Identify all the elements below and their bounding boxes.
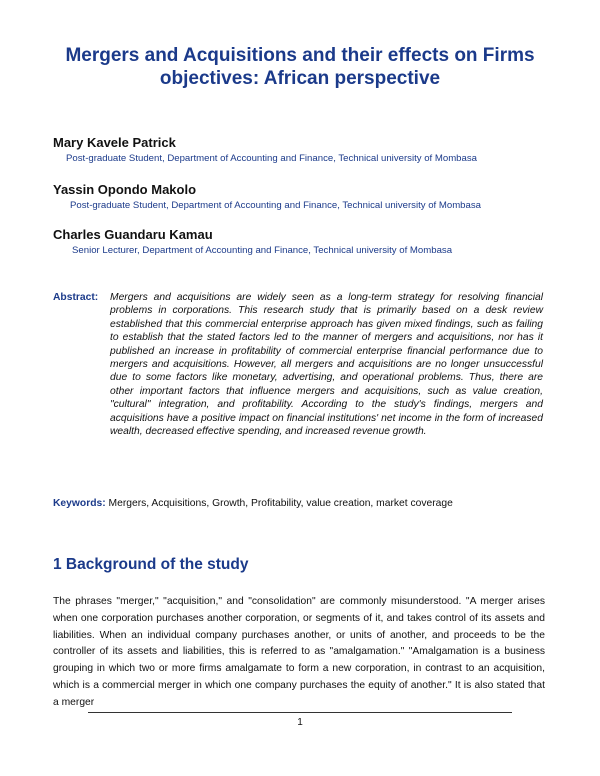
abstract-text: Mergers and acquisitions are widely seen as a long-term strategy for resolving financial problems in corporations. This research study that is primarily based on a desk review established that this commercial enterprise approach has given mixed findings, such as failing to establish that the stated factors led to the manner of mergers and acquisitions, nor has it published an increase in profitability of commercial enterprise financial performance due to mergers and acquisitions. However, all mergers and acquisitions are no longer unsuccessful due to some factors like monetary, advertising, and operational problems. Thus, there are other important factors that influence mergers and acquisitions, such as value creation, "cultural" integration, and profitability. According to the study's findings, mergers and acquisitions have a positive impact on financial institutions' net income in the form of increased wealth, decreased effective spending, and increased revenue growth.: [110, 292, 543, 438]
keywords-text: Mergers, Acquisitions, Growth, Profitability, value creation, market coverage: [105, 498, 453, 509]
author-affiliation-1: Post-graduate Student, Department of Accounting and Finance, Technical university of Mombasa: [66, 153, 477, 164]
author-name-2: Yassin Opondo Makolo: [53, 182, 197, 197]
page-number: 1: [297, 717, 303, 728]
author-affiliation-3: Senior Lecturer, Department of Accounting and Finance, Technical university of Mombasa: [72, 245, 453, 256]
abstract-label: Abstract:: [53, 292, 99, 303]
section-body-text: The phrases "merger," "acquisition," and "consolidation" are commonly misunderstood. "A merger arises when one corporation purchases another corporation, or segments of it, and takes control of its assets and liabilities. When an individual company purchases another, or units of another, and proceeds to be the controller of its assets and liabilities, this is referred to as "amalgamation." "Amalgamation is a business grouping in which two or more firms amalgamate to form a new corporation, in contrast to an acquisition, which is a commercial merger in which one company purchases the equity of another." It is also stated that a merger: [53, 596, 545, 708]
author-name-1: Mary Kavele Patrick: [53, 135, 176, 150]
keywords-line: [53, 498, 543, 509]
keywords-label: Keywords:: [53, 498, 106, 509]
abstract-block: [53, 291, 543, 438]
section-heading: 1 Background of the study: [53, 556, 249, 573]
paper-title: Mergers and Acquisitions and their effects on Firms objectives: African perspective: [65, 45, 535, 89]
author-affiliation-2: Post-graduate Student, Department of Accounting and Finance, Technical university of Mombasa: [70, 200, 481, 211]
author-name-3: Charles Guandaru Kamau: [53, 227, 213, 242]
footer-rule: [88, 712, 512, 713]
